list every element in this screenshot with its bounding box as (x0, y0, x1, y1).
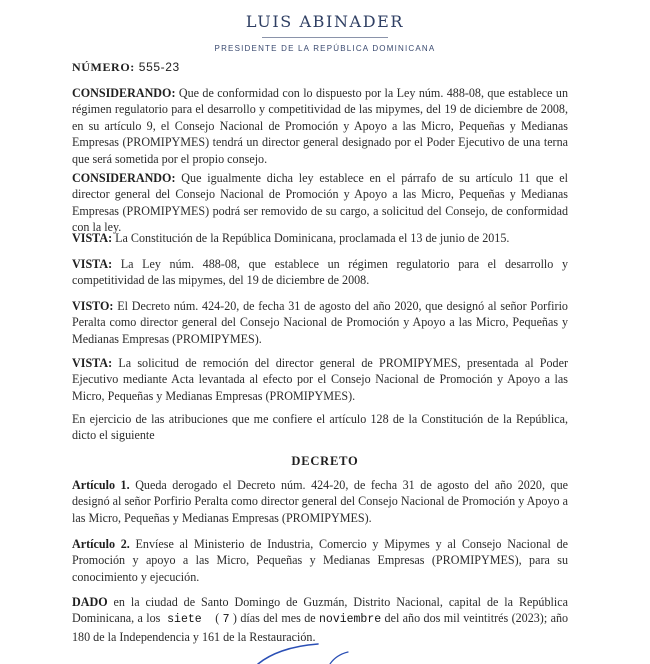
considerando-1-text: Que de conformidad con lo dispuesto por la Ley núm. 488-08, que establece un régimen regulatorio para el desarrollo y competitividad de las mipymes, del 19 de diciembre de 2008, en su artículo 9, el Consejo Nacional de Promoción y Apoyo a las Micro, Pequeñas y Medianas Empresas (PROMIPYMES) tendrá un director general designado por el Poder Ejecutivo de una terna que será sometida por el propio consejo. (72, 86, 569, 166)
visto (72, 298, 568, 347)
articulo-1 (72, 477, 568, 526)
visto-label: VISTO: (72, 299, 114, 313)
header-subtitle: PRESIDENTE DE LA REPÚBLICA DOMINICANA (214, 44, 436, 53)
dado-month: noviembre (319, 613, 382, 627)
decree-number-value: 555-23 (138, 60, 180, 74)
vista-2-label: VISTA: (72, 257, 113, 271)
dado-text-3: del año dos mil veintitrés (2023); año 180 de la Independencia y 161 de la Restauración. (72, 611, 569, 644)
articulo-1-label: Artículo 1. (72, 478, 130, 492)
dado-text-1: en la ciudad de Santo Domingo de Guzmán, Distrito Nacional, capital de la República Dominicana, a los (72, 595, 568, 626)
considerando-2 (72, 170, 568, 236)
vista-2 (72, 256, 568, 289)
visto-text: El Decreto núm. 424-20, de fecha 31 de agosto del año 2020, que designó al señor Porfirio Peralta como director general del Consejo Nacional de Promoción y Apoyo a las Micro, Pequeñas y Medianas Empresas (PROMIPYMES). (72, 299, 568, 346)
vista-3-text: La solicitud de remoción del director general de PROMIPYMES, presentada al Poder Ejecutivo mediante Acta levantada al efecto por el Consejo Nacional de Promoción y Apoyo a las Micro, Pequeñas y Medianas Empresas (PROMIPYMES). (72, 356, 568, 403)
vista-1-label: VISTA: (72, 231, 113, 245)
dado (72, 594, 568, 645)
considerando-1-label: CONSIDERANDO: (72, 86, 176, 100)
header-divider (262, 37, 388, 38)
articulo-2-label: Artículo 2. (72, 537, 130, 551)
decree-number (72, 60, 180, 75)
header-name: LUIS ABINADER (245, 12, 405, 31)
vista-1 (72, 230, 568, 246)
considerando-2-label: CONSIDERANDO: (72, 171, 176, 185)
dado-day-word: siete (167, 613, 202, 627)
dado-paren-open: ( (215, 611, 220, 626)
signature-mark (230, 640, 390, 664)
ejercicio-text: En ejercicio de las atribuciones que me confiere el artículo 128 de la Constitución de la República, dicto el siguiente (72, 412, 568, 443)
dado-paren-close: ) (232, 611, 237, 626)
vista-1-text: La Constitución de la República Dominicana, proclamada el 13 de junio de 2015. (115, 231, 510, 245)
decreto-title: DECRETO (291, 454, 359, 468)
considerando-2-text: Que igualmente dicha ley establece en el párrafo de su artículo 11 que el director general del Consejo Nacional de Promoción y Apoyo a las Micro, Pequeñas y Medianas Empresas (PROMIPYMES) podrá ser removido de su cargo, a solicitud del Consejo, de conformidad con la ley. (72, 171, 568, 235)
articulo-2 (72, 536, 568, 585)
ejercicio (72, 411, 568, 444)
articulo-1-text: Queda derogado el Decreto núm. 424-20, de fecha 31 de agosto del año 2020, que designó al señor Porfirio Peralta como director general del Consejo Nacional de Promoción y Apoyo a las Micro, Pequeñas y Medianas Empresas (PROMIPYMES). (72, 478, 568, 525)
vista-2-text: La Ley núm. 488-08, que establece un régimen regulatorio para el desarrollo y competitividad de las mipymes, del 19 de diciembre de 2008. (72, 257, 568, 288)
dado-day-number: 7 (222, 613, 230, 627)
dado-label: DADO (72, 595, 108, 609)
decree-number-label: NÚMERO: (72, 60, 135, 74)
vista-3-label: VISTA: (72, 356, 113, 370)
articulo-2-text: Envíese al Ministerio de Industria, Comercio y Mipymes y al Consejo Nacional de Promoción y apoyo a las Micro, Pequeñas y Medianas Empresas (PROMIPYMES), para su conocimiento y ejecución. (72, 537, 568, 584)
vista-3 (72, 355, 568, 404)
dado-text-2: días del mes de (240, 611, 316, 626)
considerando-1 (72, 85, 568, 167)
